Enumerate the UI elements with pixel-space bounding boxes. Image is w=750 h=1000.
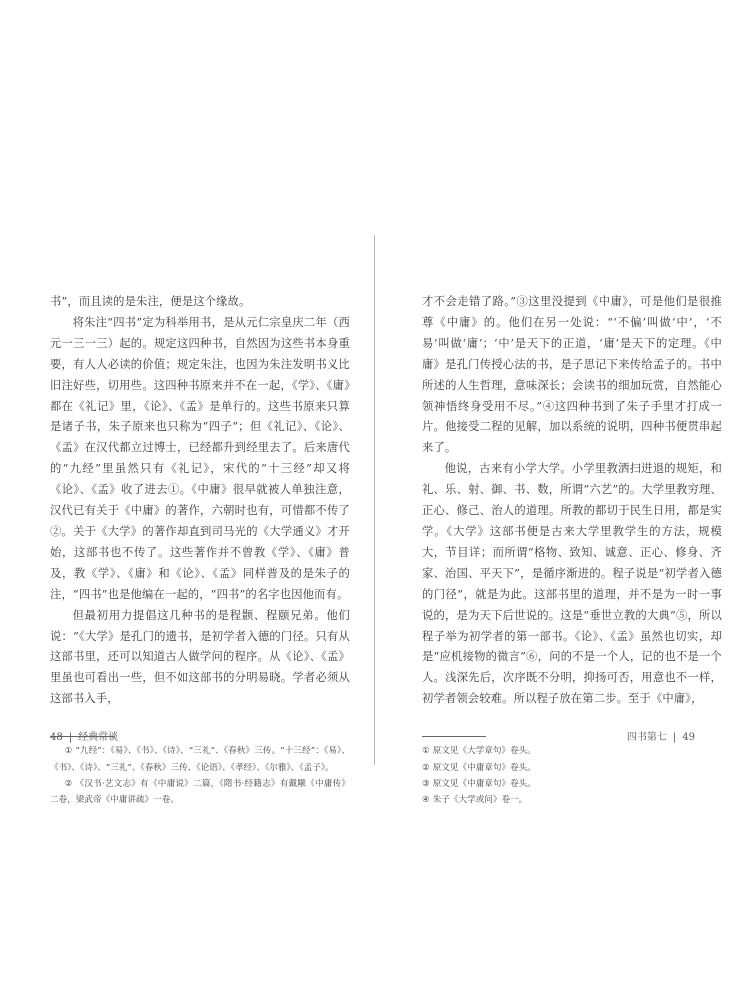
left-footnotes <box>50 743 350 809</box>
right-body-text <box>422 292 722 710</box>
footnote-mark: ① <box>64 746 73 757</box>
footnote-text: 原文见《大学章句》卷头。 <box>432 746 536 757</box>
footnote <box>422 760 722 776</box>
footnote-mark: ④ <box>422 795 430 806</box>
left-body-text <box>50 292 350 710</box>
running-head: 经典常谈 <box>78 732 119 743</box>
left-folio <box>50 728 118 743</box>
footnote-text: 《汉书·艺文志》有《中庸说》二篇，《隋书·经籍志》有戴颙《中庸传》二卷，梁武帝《中庸讲疏》一卷。 <box>50 778 350 806</box>
footnote-text: “九经”：《易》、《书》、《诗》、“三礼”、《春秋》三传。“十三经”：《易》、《书》、《诗》、“三礼”、《春秋》三传、《论语》、《孝经》、《尔雅》、《孟子》。 <box>50 746 350 773</box>
right-folio <box>627 728 695 743</box>
paragraph: 但最初用力提倡这几种书的是程颢、程颐兄弟。他们说：“《大学》是孔门的遗书，是初学者入德的门径。只有从这部书里，还可以知道古人做学问的程序。从《论》、《孟》里虽也可看出一些，但不如这部书的分明易晓。学者必须从这部书入手， <box>50 608 350 706</box>
footnote <box>50 776 350 809</box>
page-number: 48 <box>50 732 63 743</box>
footnote <box>50 743 350 776</box>
footnote <box>422 743 722 759</box>
folio-separator: | <box>68 732 73 743</box>
footnote-text: 朱子《大学或问》卷一。 <box>432 795 528 806</box>
footnote-mark: ③ <box>422 778 430 789</box>
footnote <box>422 792 722 808</box>
footnote-mark: ② <box>422 762 430 773</box>
page-gutter-line <box>374 235 375 765</box>
footnote-text: 原文见《中庸章句》卷头。 <box>432 778 536 789</box>
paragraph: 才不会走错了路。”③这里没提到《中庸》，可是他们是很推尊《中庸》的。他们在另一处说：“‘不偏’叫做‘中’，‘不易’叫做‘庸’；‘中’是天下的正道，‘庸’是天下的定理。《中庸》是孔门传授心法的书，是子思记下来传给孟子的。书中所述的人生哲理，意味深长；会读书的细加玩赏，自然能心领神悟终身受用不尽。”④这四种书到了朱子手里才打成一片。他接受二程的见解，加以系统的说明，四种书便贯串起来了。 <box>422 295 722 455</box>
paragraph: 书”，而且读的是朱注，便是这个缘故。 <box>50 295 251 308</box>
footnote-mark: ② <box>64 778 73 789</box>
footnote-mark: ① <box>422 746 430 757</box>
running-head: 四书第七 <box>626 732 667 743</box>
footnote-text: 原文见《中庸章句》卷头。 <box>432 762 536 773</box>
footnote-rule <box>422 736 486 737</box>
folio-separator: | <box>672 732 677 743</box>
page-number: 49 <box>682 732 695 743</box>
paragraph: 将朱注“四书”定为科举用书，是从元仁宗皇庆二年（西元一三一三）起的。规定这四种书，自然因为这些书本身重要，有人人必读的价值；规定朱注，也因为朱注发明书义比旧注好些，切用些。这四种书原来并不在一起，《学》、《庸》都在《礼记》里，《论》、《孟》是单行的。这些书原来只算是诸子书，朱子原来也只称为“四子”；但《礼记》、《论》、《孟》在汉代都立过博士，已经都升到经里去了。后来唐代的“九经”里虽然只有《礼记》，宋代的“十三经”却又将《论》、《孟》收了进去①。《中庸》很早就被人单独注意，汉代已有关于《中庸》的著作，六朝时也有，可惜都不传了②。关于《大学》的著作却直到司马光的《大学通义》才开始，这部书也不传了。这些著作并不曾教《学》、《庸》普及，教《学》、《庸》和《论》、《孟》同样普及的是朱子的注，“四书”也是他编在一起的，“四书”的名字也因他而有。 <box>50 315 350 601</box>
right-footnotes <box>422 743 722 809</box>
paragraph: 他说，古来有小学大学。小学里教洒扫进退的规矩，和礼、乐、射、御、书、数，所谓“六艺”的。大学里教穷理、正心、修己、治人的道理。所教的都切于民生日用，都是实学。《大学》这部书便是古来大学里教学生的方法，规模大，节目详；而所谓“格物、致知、诚意、正心、修身、齐家、治国、平天下”，是循序渐进的。程子说是“初学者入德的门径”，就是为此。这部书里的道理，并不是为一时一事说的，是为天下后世说的。这是“垂世立教的大典”⑤，所以程子举为初学者的第一部书。《论》、《孟》虽然也切实，却是“应机接物的微言”⑥，问的不是一个人，记的也不是一个人。浅深先后，次序既不分明，抑扬可否，用意也不一样，初学者领会较难。所以程子放在第二步。至于《中庸》， <box>422 462 722 706</box>
footnote <box>422 776 722 792</box>
